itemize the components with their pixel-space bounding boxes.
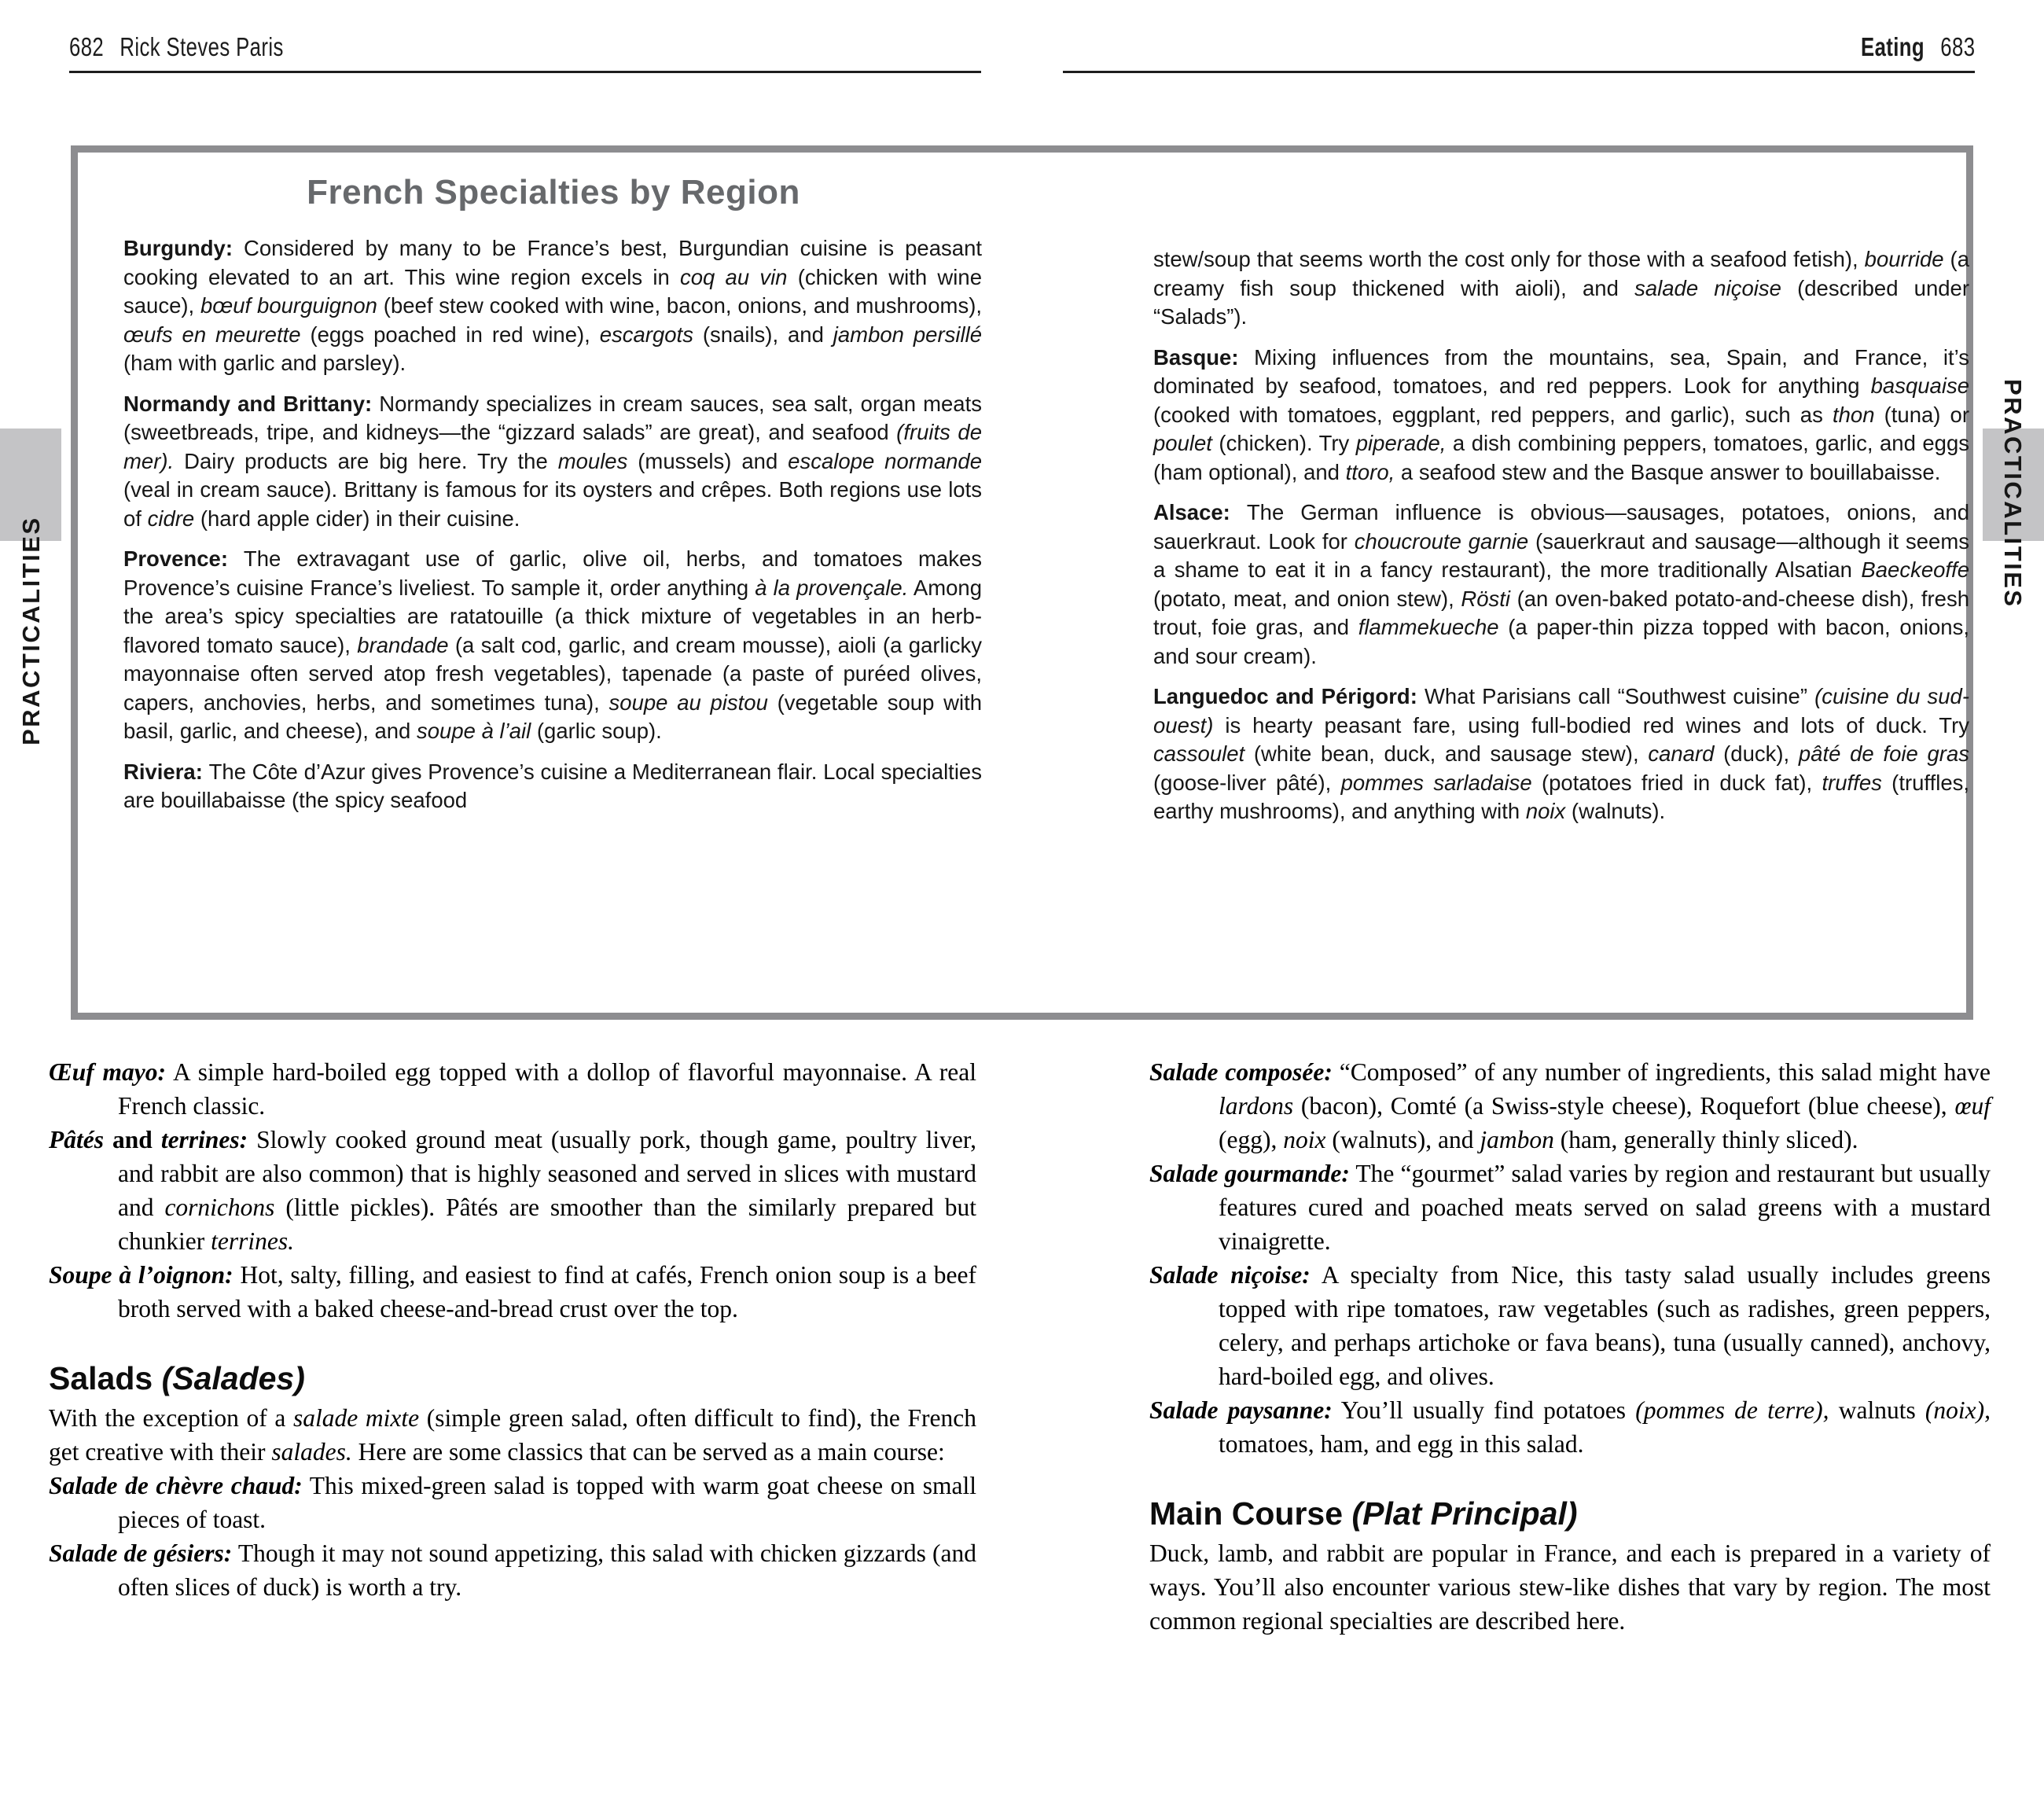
header-rule-left — [69, 71, 981, 73]
paragraph-languedoc-perigord: Languedoc and Périgord: What Parisians call “Southwest cuisine” (cuisine du sud-ouest) is hearty peasant fare, using full-bodied red wines and lots of duck. Try cassoulet (white bean, duck, and sausage stew), canard (duck), pâté de foie gras (goose-liver pâté), pommes sarladaise (potatoes fried in duck fat), truffes (truffles, earthy mushrooms), and anything with noix (walnuts). — [1153, 684, 1970, 823]
entry-salade-gourmande: Salade gourmande: The “gourmet” salad varies by region and restaurant but usually features cured and poached meats served on salad greens with a mustard vinaigrette. — [1149, 1160, 1991, 1255]
header-rule-right — [1063, 71, 1975, 73]
body-column-left — [49, 1055, 976, 1604]
page-number-left: 682 — [69, 32, 105, 61]
paragraph-provence: Provence: The extravagant use of garlic, olive oil, herbs, and tomatoes makes Provence’s cuisine France’s liveliest. To sample it, order anything à la provençale. Among the area’s spicy specialties are ratatouille (a thick mixture of vegetables in an herb-flavored tomato sauce), brandade (a salt cod, garlic, and cream mousse), aioli (a garlicky mayonnaise often served atop fresh vegetables), tapenade (a paste of puréed olives, capers, anchovies, herbs, and sometimes tuna), soupe au pistou (vegetable soup with basil, garlic, and cheese), and soupe à l’ail (garlic soup). — [123, 546, 983, 743]
running-head-right — [1063, 33, 1975, 61]
paragraph-alsace: Alsace: The German influence is obvious—sausages, potatoes, onions, and sauerkraut. Look for choucroute garnie (sauerkraut and sausage—although it seems a shame to eat it in a fancy restaurant), the more traditionally Alsatian Baeckeoffe (potato, meat, and onion stew), Rösti (an oven-baked potato-and-cheese dish), fresh trout, foie gras, and flammekueche (a paper-thin pizza topped with bacon, onions, and sour cream). — [1153, 500, 1969, 668]
book-title: Rick Steves Paris — [119, 32, 284, 61]
entry-soupe-oignon: Soupe à l’oignon: Hot, salty, filling, and easiest to find at cafés, French onion soup is a beef broth served with a baked cheese-and-bread crust over the top. — [49, 1261, 976, 1322]
paragraph-riviera-continued: stew/soup that seems worth the cost only for those with a seafood fetish), bourride (a creamy fish soup thickened with aioli), and salade niçoise (described under “Salads”). — [1153, 247, 1969, 329]
heading-main-course-french: (Plat Principal) — [1351, 1495, 1578, 1532]
body-column-right — [1149, 1055, 1991, 1638]
paragraph-burgundy: Burgundy: Considered by many to be France’s best, Burgundian cuisine is peasant cooking elevated to an art. This wine region excels in coq au vin (chicken with wine sauce), bœuf bourguignon (beef stew cooked with wine, bacon, onions, and mushrooms), œufs en meurette (eggs poached in red wine), escargots (snails), and jambon persillé (ham with garlic and parsley). — [123, 236, 983, 375]
heading-salads-main: Salads — [49, 1360, 162, 1396]
page-number-right: 683 — [1939, 32, 1975, 61]
entry-oeuf-mayo: Œuf mayo: A simple hard-boiled egg topped with a dollop of flavorful mayonnaise. A real French classic. — [49, 1058, 976, 1120]
heading-main-course — [1149, 1495, 1991, 1532]
paragraph-normandy-brittany: Normandy and Brittany: Normandy specializes in cream sauces, sea salt, organ meats (sweetbreads, tripe, and kidneys—the “gizzard salads” are great), and seafood (fruits de mer). Dairy products are big here. Try the moules (mussels) and escalope normande (veal in cream sauce). Brittany is famous for its oysters and crêpes. Both regions use lots of cidre (hard apple cider) in their cuisine. — [123, 391, 982, 531]
running-head-left — [69, 33, 344, 61]
specialties-box-column-left — [123, 234, 982, 815]
paragraph-riviera: Riviera: The Côte d’Azur gives Provence’s cuisine a Mediterranean flair. Local specialties are bouillabaisse (the spicy seafood — [123, 759, 982, 812]
practicalities-label-right: PRACTICALITIES — [1999, 379, 2027, 609]
specialties-box-title: French Specialties by Region — [307, 173, 800, 211]
paragraph-basque: Basque: Mixing influences from the mountains, sea, Spain, and France, it’s dominated by seafood, tomatoes, and red peppers. Look for anything basquaise (cooked with tomatoes, eggplant, red peppers, and garlic), such as thon (tuna) or poulet (chicken). Try piperade, a dish combining peppers, tomatoes, garlic, and eggs (ham optional), and ttoro, a seafood stew and the Basque answer to bouillabaisse. — [1153, 344, 1970, 484]
salads-intro: With the exception of a salade mixte (simple green salad, often difficult to find), the French get creative with their salades. Here are some classics that can be served as a main course: — [49, 1404, 977, 1466]
entry-salade-gesiers: Salade de gésiers: Though it may not sound appetizing, this salad with chicken gizzards (and often slices of duck) is worth a try. — [49, 1539, 976, 1601]
entry-salade-composee: Salade composée: “Composed” of any number of ingredients, this salad might have lardons (bacon), Comté (a Swiss-style cheese), Roquefort (blue cheese), œuf (egg), noix (walnuts), and jambon (ham, generally thinly sliced). — [1149, 1058, 1991, 1153]
entry-salade-paysanne: Salade paysanne: You’ll usually find potatoes (pommes de terre), walnuts (noix), tomatoes, ham, and egg in this salad. — [1149, 1396, 1991, 1458]
specialties-box — [71, 145, 1973, 1020]
section-title: Eating — [1860, 32, 1925, 61]
heading-salads — [49, 1360, 976, 1396]
practicalities-label-left: PRACTICALITIES — [17, 516, 45, 745]
heading-salads-french: (Salades) — [161, 1360, 305, 1396]
main-course-intro: Duck, lamb, and rabbit are popular in France, and each is prepared in a variety of ways. You’ll also encounter various stew-like dishes that vary by region. The most common regional specialties are described here. — [1149, 1539, 1991, 1635]
specialties-box-column-right — [1153, 245, 1969, 826]
entry-salade-nicoise: Salade niçoise: A specialty from Nice, this tasty salad usually includes greens topped with ripe tomatoes, raw vegetables (such as radishes, green peppers, celery, and perhaps artichoke or fava beans), tuna (usually canned), anchovy, hard-boiled egg, and olives. — [1149, 1261, 1991, 1390]
entry-pates-terrines: Pâtés and terrines: Slowly cooked ground meat (usually pork, though game, poultry liver, and rabbit are also common) that is highly seasoned and served in slices with mustard and cornichons (little pickles). Pâtés are smoother than the similarly prepared but chunkier terrines. — [49, 1126, 977, 1255]
heading-main-course-main: Main Course — [1149, 1495, 1352, 1532]
entry-salade-chevre-chaud: Salade de chèvre chaud: This mixed-green salad is topped with warm goat cheese on small pieces of toast. — [49, 1472, 976, 1533]
